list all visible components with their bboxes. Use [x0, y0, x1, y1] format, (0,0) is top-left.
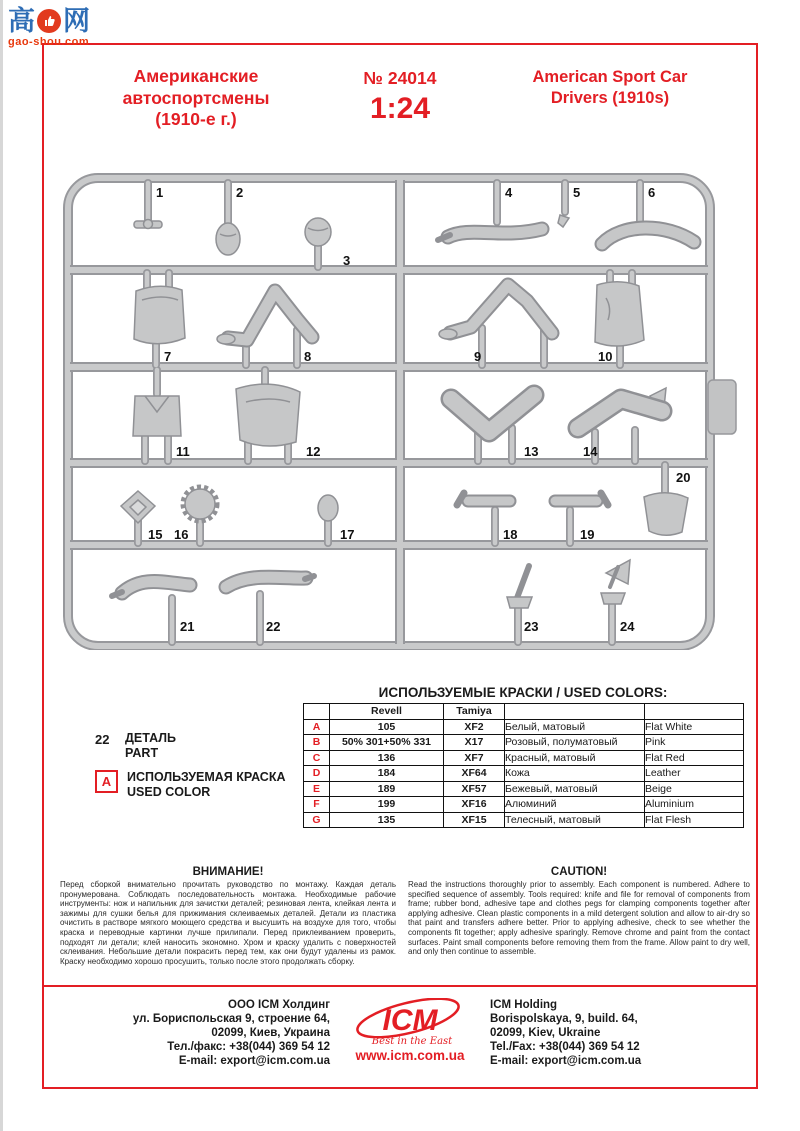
- color-name-ru: Розовый, полуматовый: [505, 735, 645, 751]
- title-russian: [80, 66, 312, 131]
- header-name-ru-cell: [505, 704, 645, 720]
- sprue-part-21: [112, 582, 190, 597]
- part-number-label: 16: [174, 527, 189, 542]
- revell-code: 105: [330, 719, 444, 735]
- title-ru-line2: автоспортсмены: [122, 87, 270, 108]
- header-name-en-cell: [645, 704, 744, 720]
- table-header-row: [304, 704, 744, 720]
- tamiya-code: XF64: [444, 766, 505, 782]
- icm-logo-text: ICM: [382, 1004, 438, 1037]
- header-letter-cell: [304, 704, 330, 720]
- color-row-F: [304, 797, 744, 813]
- sprue-part-10: [595, 282, 644, 346]
- sprue-part-11: [133, 396, 181, 436]
- caution-heading-ru: ВНИМАНИЕ!: [192, 866, 264, 878]
- address-en-line: ICM Holding: [490, 999, 558, 1011]
- watermark-gaoshou: [8, 6, 128, 48]
- color-name-ru: Алюминий: [505, 797, 645, 813]
- sprue-part-2: [216, 223, 240, 255]
- sprue-part-1: [134, 220, 162, 229]
- tamiya-code: XF2: [444, 719, 505, 735]
- part-number-label: 10: [598, 349, 613, 364]
- sprue-part-22: [226, 576, 314, 587]
- color-letter: A: [304, 719, 330, 735]
- sprue-part-24: [601, 560, 630, 604]
- address-en-line: E-mail: export@icm.com.ua: [490, 1055, 642, 1067]
- part-number-label: 7: [164, 349, 172, 364]
- part-number-label: 19: [580, 527, 595, 542]
- header-revell: Revell: [330, 704, 444, 720]
- color-letter: E: [304, 781, 330, 797]
- color-name-ru: Кожа: [505, 766, 645, 782]
- color-row-E: [304, 781, 744, 797]
- watermark-char-left: 高: [8, 6, 35, 36]
- part-number-label: 18: [503, 527, 518, 542]
- watermark-char-right: 网: [63, 6, 90, 36]
- color-row-D: [304, 766, 744, 782]
- color-letter: G: [304, 812, 330, 828]
- sprue-part-18: [457, 493, 510, 505]
- kit-scale: 1:24: [369, 92, 431, 125]
- color-letter: F: [304, 797, 330, 813]
- part-number-label: 1: [156, 185, 164, 200]
- sprue-part-23: [507, 566, 532, 608]
- sprue-side-tab: [708, 380, 736, 434]
- kit-number: № 24014: [363, 68, 437, 88]
- color-name-en: Flat White: [645, 719, 744, 735]
- part-number-label: 13: [524, 444, 539, 459]
- sprue-part-5: [558, 215, 569, 227]
- color-name-en: Leather: [645, 766, 744, 782]
- tamiya-code: XF16: [444, 797, 505, 813]
- part-number-label: 8: [304, 349, 312, 364]
- caution-body-en: Read the instructions thoroughly prior to assembly. Each component is numbered. Adhere to specified sequence of assembly. Tools required: knife and file for removal of components from frame; rubber bond, adhesive tape and clothes pegs for clamping components together after applying adhesive. Clean plastic components in a mild detergent solution and allow to air-dry so that paint and transfers adhere better. Prior to applying adhesive, check to see whether the components fit together; apply adhesive sparingly. Remove chrome and paint from the contact surfaces. Paint small components before removing them from the frame. Allow paint to dry well, and only then continue to assemble.: [408, 880, 750, 957]
- sprue-part-4: [438, 229, 542, 240]
- legend-part-label-ru: ДЕТАЛЬ: [125, 731, 177, 745]
- part-number-label: 9: [474, 349, 482, 364]
- sprue-part-12: [236, 384, 300, 446]
- color-row-C: [304, 750, 744, 766]
- color-letter: C: [304, 750, 330, 766]
- address-ru-line: ООО ICM Холдинг: [228, 999, 330, 1011]
- address-english: [490, 998, 730, 1068]
- tamiya-code: X17: [444, 735, 505, 751]
- part-number-label: 5: [573, 185, 581, 200]
- sprue-part-9: [439, 285, 552, 339]
- legend-part-label-en: PART: [125, 746, 159, 760]
- sprue-part-13: [451, 395, 534, 432]
- legend-color-label-ru: ИСПОЛЬЗУЕМАЯ КРАСКА: [127, 770, 286, 784]
- thumb-up-icon: [37, 9, 61, 33]
- color-name-ru: Белый, матовый: [505, 719, 645, 735]
- part-number-label: 24: [620, 619, 635, 634]
- sprue-part-7: [134, 286, 185, 344]
- sprue-part-19: [555, 493, 608, 505]
- color-letter: D: [304, 766, 330, 782]
- used-colors-title: ИСПОЛЬЗУЕМЫЕ КРАСКИ / USED COLORS:: [378, 685, 668, 700]
- address-ru-line: 02099, Киев, Украина: [211, 1027, 330, 1039]
- color-name-en: Aluminium: [645, 797, 744, 813]
- sprue-diagram: [50, 170, 760, 650]
- part-number-label: 23: [524, 619, 539, 634]
- part-number-label: 21: [180, 619, 195, 634]
- revell-code: 50% 301+50% 331: [330, 735, 444, 751]
- title-en-line1: American Sport Car: [532, 68, 688, 86]
- title-ru-line3: (1910-е г.): [155, 109, 237, 129]
- icm-logo-tagline: Best in the East: [371, 1036, 453, 1047]
- color-row-G: [304, 812, 744, 828]
- address-ru-line: ул. Бориспольская 9, строение 64,: [132, 1013, 330, 1025]
- address-ru-line: Тел./факс: +38(044) 369 54 12: [167, 1041, 330, 1053]
- caution-heading-en: CAUTION!: [550, 866, 608, 878]
- sprue-part-3: [305, 218, 331, 246]
- revell-code: 189: [330, 781, 444, 797]
- icm-website: www.icm.com.ua: [355, 1048, 465, 1063]
- footer-separator-line: [42, 985, 758, 987]
- part-number-label: 2: [236, 185, 244, 200]
- part-number-label: 17: [340, 527, 355, 542]
- watermark-domain: gao-shou.com: [8, 36, 90, 48]
- sprue-part-20: [644, 493, 688, 536]
- part-number-label: 15: [148, 527, 163, 542]
- caution-block-ru: [60, 866, 396, 966]
- legend-part-number: 22: [95, 732, 110, 747]
- color-name-ru: Бежевый, матовый: [505, 781, 645, 797]
- part-number-label: 4: [505, 185, 513, 200]
- icm-logo: [352, 998, 468, 1048]
- caution-block-en: [408, 866, 750, 957]
- tamiya-code: XF7: [444, 750, 505, 766]
- sprue-part-16: [183, 487, 217, 521]
- header-tamiya: Tamiya: [444, 704, 505, 720]
- legend-color-label-en: USED COLOR: [127, 785, 211, 799]
- part-number-label: 3: [343, 253, 351, 268]
- address-en-line: Tel./Fax: +38(044) 369 54 12: [490, 1041, 640, 1053]
- color-name-en: Flat Red: [645, 750, 744, 766]
- revell-code: 199: [330, 797, 444, 813]
- address-en-line: Borispolskaya, 9, build. 64,: [490, 1013, 638, 1025]
- sprue-part-17: [318, 495, 338, 521]
- part-number-label: 14: [583, 444, 598, 459]
- revell-code: 136: [330, 750, 444, 766]
- address-ru-line: E-mail: export@icm.com.ua: [178, 1055, 330, 1067]
- part-number-label: 6: [648, 185, 656, 200]
- used-colors-table: [303, 703, 744, 828]
- sprue-part-15: [121, 491, 155, 523]
- scan-edge-shadow: [0, 0, 3, 1131]
- caution-body-ru: Перед сборкой внимательно прочитать руководство по монтажу. Каждая деталь пронумерована. Соблюдать последовательность монтажа. Необходимые рабочие инструменты: нож и напильник для зачистки деталей; резиновая лента, клейкая лента и зажимы для сушки белья для прижимания склеиваемых деталей. Детали из пластика очистить в растворе мягкого моющего средства и высушить на воздухе для того, чтобы краска и переводные картинки лучше прилипали. Перед приклеиванием проверить, подходят ли детали; клей наносить экономно. Хром и краску удалить с поверхностей склеивания. Небольшие детали покрасить перед тем, как они будут удалены из рамок. Краску необходимо хорошо просушить, только после этого продолжать сборку.: [60, 880, 396, 966]
- revell-code: 184: [330, 766, 444, 782]
- address-en-line: 02099, Kiev, Ukraine: [490, 1027, 601, 1039]
- tamiya-code: XF57: [444, 781, 505, 797]
- color-name-en: Beige: [645, 781, 744, 797]
- color-name-ru: Телесный, матовый: [505, 812, 645, 828]
- color-row-A: [304, 719, 744, 735]
- part-number-label: 22: [266, 619, 281, 634]
- part-number-label: 11: [176, 444, 190, 459]
- sprue-part-14: [578, 388, 666, 428]
- title-en-line2: Drivers (1910s): [550, 88, 670, 107]
- address-russian: [90, 998, 330, 1068]
- tamiya-code: XF15: [444, 812, 505, 828]
- color-row-B: [304, 735, 744, 751]
- part-number-label: 12: [306, 444, 321, 459]
- color-name-en: Pink: [645, 735, 744, 751]
- color-name-en: Flat Flesh: [645, 812, 744, 828]
- part-number-label: 20: [676, 470, 691, 485]
- color-letter: B: [304, 735, 330, 751]
- title-ru-line1: Американские: [133, 66, 259, 86]
- title-english: [492, 67, 728, 108]
- sprue-part-6: [602, 228, 694, 244]
- legend-color-letter-box: A: [95, 770, 118, 793]
- symbols-legend: [95, 731, 295, 809]
- revell-code: 135: [330, 812, 444, 828]
- color-name-ru: Красный, матовый: [505, 750, 645, 766]
